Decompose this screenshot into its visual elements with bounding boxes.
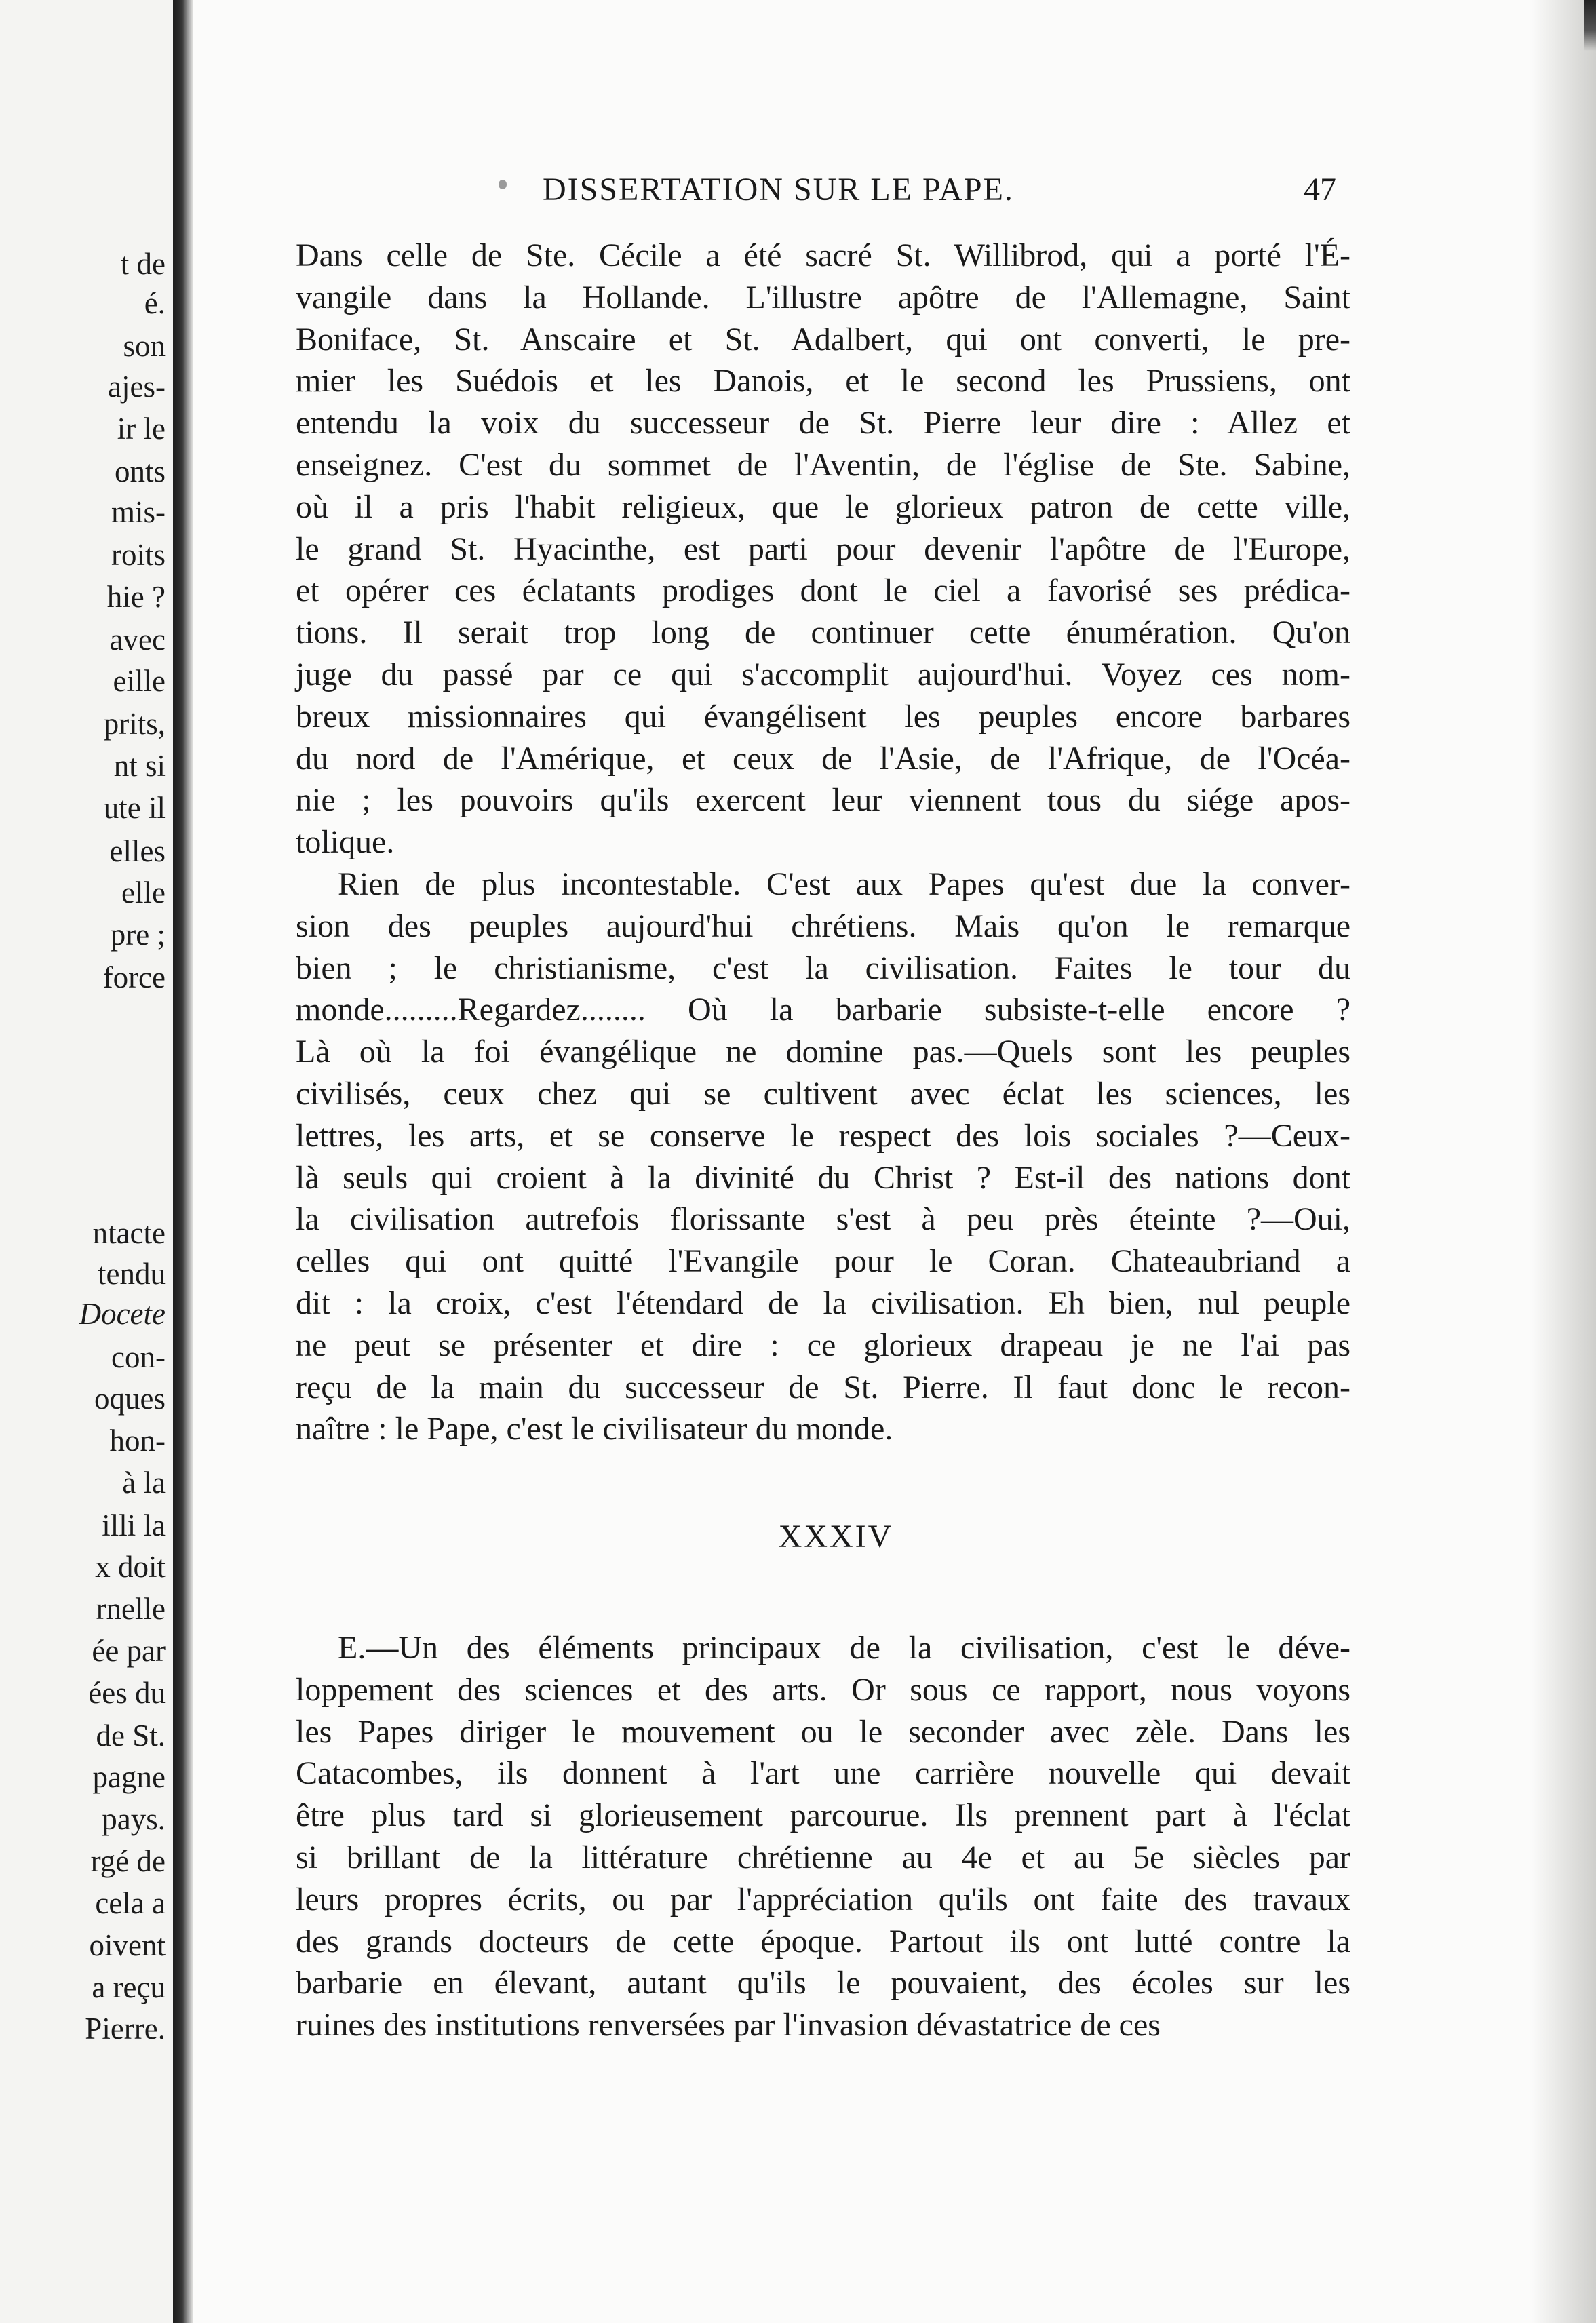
left-page-line: a reçu xyxy=(92,1970,166,2004)
text-line: là seuls qui croient à la divinité du Christ ? Est-il des nations dont xyxy=(296,1159,1350,1196)
left-page-line: pre ; xyxy=(110,918,166,952)
text-line: Dans celle de Ste. Cécile a été sacré St. Willibrod, qui a porté l'É- xyxy=(296,237,1350,273)
left-page-line: pagne xyxy=(92,1760,166,1794)
left-page-line: x doit xyxy=(95,1550,166,1584)
left-page-line: nt si xyxy=(113,749,166,783)
text-line: dit : la croix, c'est l'étendard de la civilisation. Eh bien, nul peuple xyxy=(296,1285,1350,1321)
left-page-line: oivent xyxy=(89,1928,166,1962)
text-line: leurs propres écrits, ou par l'appréciation qu'ils ont faite des travaux xyxy=(296,1881,1350,1917)
paragraph-3 xyxy=(296,1627,1350,2046)
left-page-line: roits xyxy=(111,538,166,572)
text-line: du nord de l'Amérique, et ceux de l'Asie, de l'Afrique, de l'Océa- xyxy=(296,740,1350,777)
paragraph-2 xyxy=(296,863,1350,1450)
left-page-line: oques xyxy=(94,1382,166,1416)
left-page-line: de St. xyxy=(96,1719,166,1753)
left-page-line: t de xyxy=(120,247,166,281)
left-page-line: onts xyxy=(114,454,166,488)
left-page-line: tendu xyxy=(98,1257,166,1291)
text-line: tions. Il serait trop long de continuer cette énumération. Qu'on xyxy=(296,614,1350,651)
left-page-line: rnelle xyxy=(96,1592,166,1626)
text-line: sion des peuples aujourd'hui chrétiens. Mais qu'on le remarque xyxy=(296,907,1350,944)
text-line: E.—Un des éléments principaux de la civilisation, c'est le déve- xyxy=(338,1630,1350,1666)
left-page-line: prits, xyxy=(103,707,166,741)
text-line: bien ; le christianisme, c'est la civilisation. Faites le tour du xyxy=(296,950,1350,986)
text-line: la civilisation autrefois florissante s'est à peu près éteinte ?—Oui, xyxy=(296,1201,1350,1238)
left-page-line: Docete xyxy=(79,1297,166,1331)
text-line: où il a pris l'habit religieux, que le glorieux patron de cette ville, xyxy=(296,488,1350,525)
text-line: juge du passé par ce qui s'accomplit aujourd'hui. Voyez ces nom- xyxy=(296,656,1350,692)
left-page-line: son xyxy=(123,329,166,363)
text-line: enseignez. C'est du sommet de l'Aventin, de l'église de Ste. Sabine, xyxy=(296,446,1350,483)
text-line: Boniface, St. Anscaire et St. Adalbert, qui ont converti, le pre- xyxy=(296,321,1350,357)
left-page-line: eille xyxy=(113,664,166,698)
page-number: 47 xyxy=(1304,172,1336,208)
text-line: les Papes diriger le mouvement ou le seconder avec zèle. Dans les xyxy=(296,1713,1350,1750)
left-page-line: avec xyxy=(109,623,166,657)
left-page-line: ntacte xyxy=(92,1216,166,1250)
left-page-line: ée par xyxy=(92,1634,166,1668)
text-line: si brillant de la littérature chrétienne au 4e et au 5e siècles par xyxy=(296,1839,1350,1875)
text-line: mier les Suédois et les Danois, et le second les Prussiens, ont xyxy=(296,363,1350,399)
text-line: civilisés, ceux chez qui se cultivent avec éclat les sciences, les xyxy=(296,1075,1350,1112)
left-page-fragment xyxy=(0,0,178,2323)
text-line: des grands docteurs de cette époque. Partout ils ont lutté contre la xyxy=(296,1923,1350,1959)
left-page-line: elle xyxy=(121,876,166,910)
text-line: Là où la foi évangélique ne domine pas.—Quels sont les peuples xyxy=(296,1034,1350,1070)
left-page-line: cela a xyxy=(95,1886,166,1920)
left-page-line: é. xyxy=(144,286,166,320)
text-line: et opérer ces éclatants prodiges dont le ciel a favorisé ses prédica- xyxy=(296,572,1350,609)
left-page-line: pays. xyxy=(102,1802,166,1836)
section-heading: XXXIV xyxy=(778,1519,894,1555)
left-page-line: ajes- xyxy=(108,370,166,404)
text-line: le grand St. Hyacinthe, est parti pour devenir l'apôtre de l'Europe, xyxy=(296,530,1350,567)
text-line: entendu la voix du successeur de St. Pierre leur dire : Allez et xyxy=(296,405,1350,442)
text-line: Catacombes, ils donnent à l'art une carrière nouvelle qui devait xyxy=(296,1755,1350,1792)
text-line: monde.........Regardez........ Où la barbarie subsiste-t-elle encore ? xyxy=(296,992,1350,1028)
left-page-line: con- xyxy=(111,1340,166,1374)
text-line: nie ; les pouvoirs qu'ils exercent leur viennent tous du siége apos- xyxy=(296,782,1350,819)
running-title: DISSERTATION SUR LE PAPE. xyxy=(543,172,1014,208)
text-line: vangile dans la Hollande. L'illustre apôtre de l'Allemagne, Saint xyxy=(296,279,1350,315)
text-line: tolique. xyxy=(296,824,395,861)
header-ornament-dot xyxy=(499,180,507,189)
left-page-line: force xyxy=(102,960,166,994)
paragraph-1 xyxy=(296,235,1350,863)
left-page-line: ute il xyxy=(103,791,166,825)
left-page-line: rgé de xyxy=(90,1844,166,1878)
text-line: Rien de plus incontestable. C'est aux Papes qu'est due la conver- xyxy=(338,866,1350,902)
text-line: être plus tard si glorieusement parcourue. Ils prennent part à l'éclat xyxy=(296,1797,1350,1834)
left-page-line: hon- xyxy=(109,1424,166,1458)
text-line: lettres, les arts, et se conserve le respect des lois sociales ?—Ceux- xyxy=(296,1117,1350,1154)
text-line: ruines des institutions renversées par l'invasion dévastatrice de ces xyxy=(296,2007,1161,2044)
left-page-line: ées du xyxy=(88,1676,166,1710)
text-line: naître : le Pape, c'est le civilisateur du monde. xyxy=(296,1411,893,1447)
book-gutter xyxy=(173,0,193,2323)
text-line: ne peut se présenter et dire : ce glorieux drapeau je ne l'ai pas xyxy=(296,1327,1350,1363)
text-line: loppement des sciences et des arts. Or sous ce rapport, nous voyons xyxy=(296,1671,1350,1708)
left-page-line: elles xyxy=(109,834,166,868)
text-line: barbarie en élevant, autant qu'ils le pouvaient, des écoles sur les xyxy=(296,1965,1350,2002)
left-page-line: mis- xyxy=(111,495,166,529)
left-page-line: illi la xyxy=(102,1508,166,1542)
text-line: breux missionnaires qui évangélisent les peuples encore barbares xyxy=(296,698,1350,735)
left-page-line: Pierre. xyxy=(85,2012,166,2046)
text-line: celles qui ont quitté l'Evangile pour le Coran. Chateaubriand a xyxy=(296,1243,1350,1280)
page-edge-shadow xyxy=(1532,0,1596,2323)
text-line: reçu de la main du successeur de St. Pierre. Il faut donc le recon- xyxy=(296,1369,1350,1405)
corner-mark xyxy=(1584,0,1596,51)
left-page-line: ir le xyxy=(117,412,166,446)
left-page-line: hie ? xyxy=(106,580,166,614)
left-page-line: à la xyxy=(122,1466,166,1500)
